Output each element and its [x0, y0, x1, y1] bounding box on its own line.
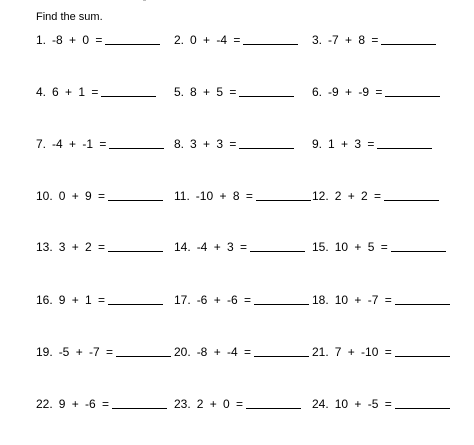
answer-blank[interactable]	[108, 251, 163, 252]
problem-expression: 10 + -5 =	[334, 397, 392, 411]
problem-7	[36, 135, 164, 151]
problem-16	[36, 291, 163, 307]
problem-14	[174, 238, 305, 254]
problem-number: 21.	[312, 345, 329, 359]
answer-blank[interactable]	[250, 251, 305, 252]
problem-13	[36, 238, 163, 254]
answer-blank[interactable]	[101, 96, 156, 97]
problem-24	[312, 395, 450, 411]
answer-blank[interactable]	[116, 356, 171, 357]
problem-number: 5.	[174, 85, 185, 99]
problem-expression: 1 + 3 =	[328, 137, 375, 151]
problem-number: 14.	[174, 240, 191, 254]
problem-number: 6.	[312, 85, 323, 99]
problem-number: 10.	[36, 189, 53, 203]
problem-11	[174, 187, 311, 203]
problem-6	[312, 83, 440, 99]
problem-23	[174, 395, 301, 411]
problem-number: 23.	[174, 397, 191, 411]
problem-number: 1.	[36, 33, 47, 47]
answer-blank[interactable]	[384, 200, 439, 201]
problem-21	[312, 343, 450, 359]
answer-blank[interactable]	[391, 251, 446, 252]
problem-expression: -8 + -4 =	[196, 345, 252, 359]
problem-4	[36, 83, 156, 99]
answer-blank[interactable]	[108, 200, 163, 201]
problem-8	[174, 135, 294, 151]
problem-expression: -9 + -9 =	[328, 85, 383, 99]
problem-expression: 7 + -10 =	[334, 345, 392, 359]
problem-number: 11.	[174, 189, 190, 203]
answer-blank[interactable]	[243, 44, 298, 45]
problem-15	[312, 238, 446, 254]
answer-blank[interactable]	[377, 148, 432, 149]
problem-number: 2.	[174, 33, 185, 47]
problem-expression: 10 + 5 =	[334, 240, 388, 254]
problem-expression: -5 + -7 =	[58, 345, 114, 359]
problem-expression: 9 + -6 =	[58, 397, 110, 411]
answer-blank[interactable]	[109, 148, 164, 149]
problem-3	[312, 31, 436, 47]
instructions-text: Find the sum.	[36, 11, 103, 23]
problem-number: 3.	[312, 33, 323, 47]
problem-expression: -6 + -6 =	[196, 293, 252, 307]
problem-expression: 2 + 2 =	[334, 189, 382, 203]
problem-5	[174, 83, 294, 99]
problem-number: 4.	[36, 85, 47, 99]
problem-number: 16.	[36, 293, 53, 307]
problem-expression: 8 + 5 =	[190, 85, 237, 99]
problem-expression: 3 + 2 =	[58, 240, 106, 254]
answer-blank[interactable]	[254, 356, 309, 357]
answer-blank[interactable]	[108, 304, 163, 305]
problem-expression: 0 + -4 =	[190, 33, 241, 47]
problem-19	[36, 343, 171, 359]
answer-blank[interactable]	[239, 96, 294, 97]
problem-number: 7.	[36, 137, 47, 151]
problem-17	[174, 291, 309, 307]
problem-expression: -7 + 8 =	[328, 33, 379, 47]
problem-expression: 0 + 9 =	[58, 189, 106, 203]
problem-18	[312, 291, 450, 307]
problem-number: 8.	[174, 137, 185, 151]
answer-blank[interactable]	[395, 408, 450, 409]
answer-blank[interactable]	[395, 304, 450, 305]
problem-number: 20.	[174, 345, 191, 359]
problem-expression: -10 + 8 =	[195, 189, 253, 203]
answer-blank[interactable]	[395, 356, 450, 357]
problem-expression: 2 + 0 =	[196, 397, 244, 411]
problem-number: 22.	[36, 397, 53, 411]
problem-expression: -4 + 3 =	[196, 240, 248, 254]
answer-blank[interactable]	[112, 408, 167, 409]
problem-12	[312, 187, 439, 203]
answer-blank[interactable]	[385, 96, 440, 97]
problem-expression: -4 + -1 =	[52, 137, 107, 151]
problem-2	[174, 31, 298, 47]
problem-20	[174, 343, 309, 359]
problem-number: 18.	[312, 293, 329, 307]
problem-22	[36, 395, 167, 411]
problem-number: 15.	[312, 240, 329, 254]
answer-blank[interactable]	[239, 148, 294, 149]
problem-10	[36, 187, 163, 203]
problem-number: 12.	[312, 189, 329, 203]
problem-expression: 6 + 1 =	[52, 85, 99, 99]
answer-blank[interactable]	[246, 408, 301, 409]
answer-blank[interactable]	[256, 200, 311, 201]
answer-blank[interactable]	[381, 44, 436, 45]
problem-expression: 3 + 3 =	[190, 137, 237, 151]
problem-expression: 10 + -7 =	[334, 293, 392, 307]
problem-number: 19.	[36, 345, 53, 359]
problem-number: 13.	[36, 240, 53, 254]
problem-expression: -8 + 0 =	[52, 33, 103, 47]
problem-1	[36, 31, 160, 47]
problem-number: 17.	[174, 293, 191, 307]
problem-number: 9.	[312, 137, 323, 151]
answer-blank[interactable]	[254, 304, 309, 305]
answer-blank[interactable]	[105, 44, 160, 45]
problem-number: 24.	[312, 397, 329, 411]
problem-9	[312, 135, 432, 151]
problem-expression: 9 + 1 =	[58, 293, 106, 307]
